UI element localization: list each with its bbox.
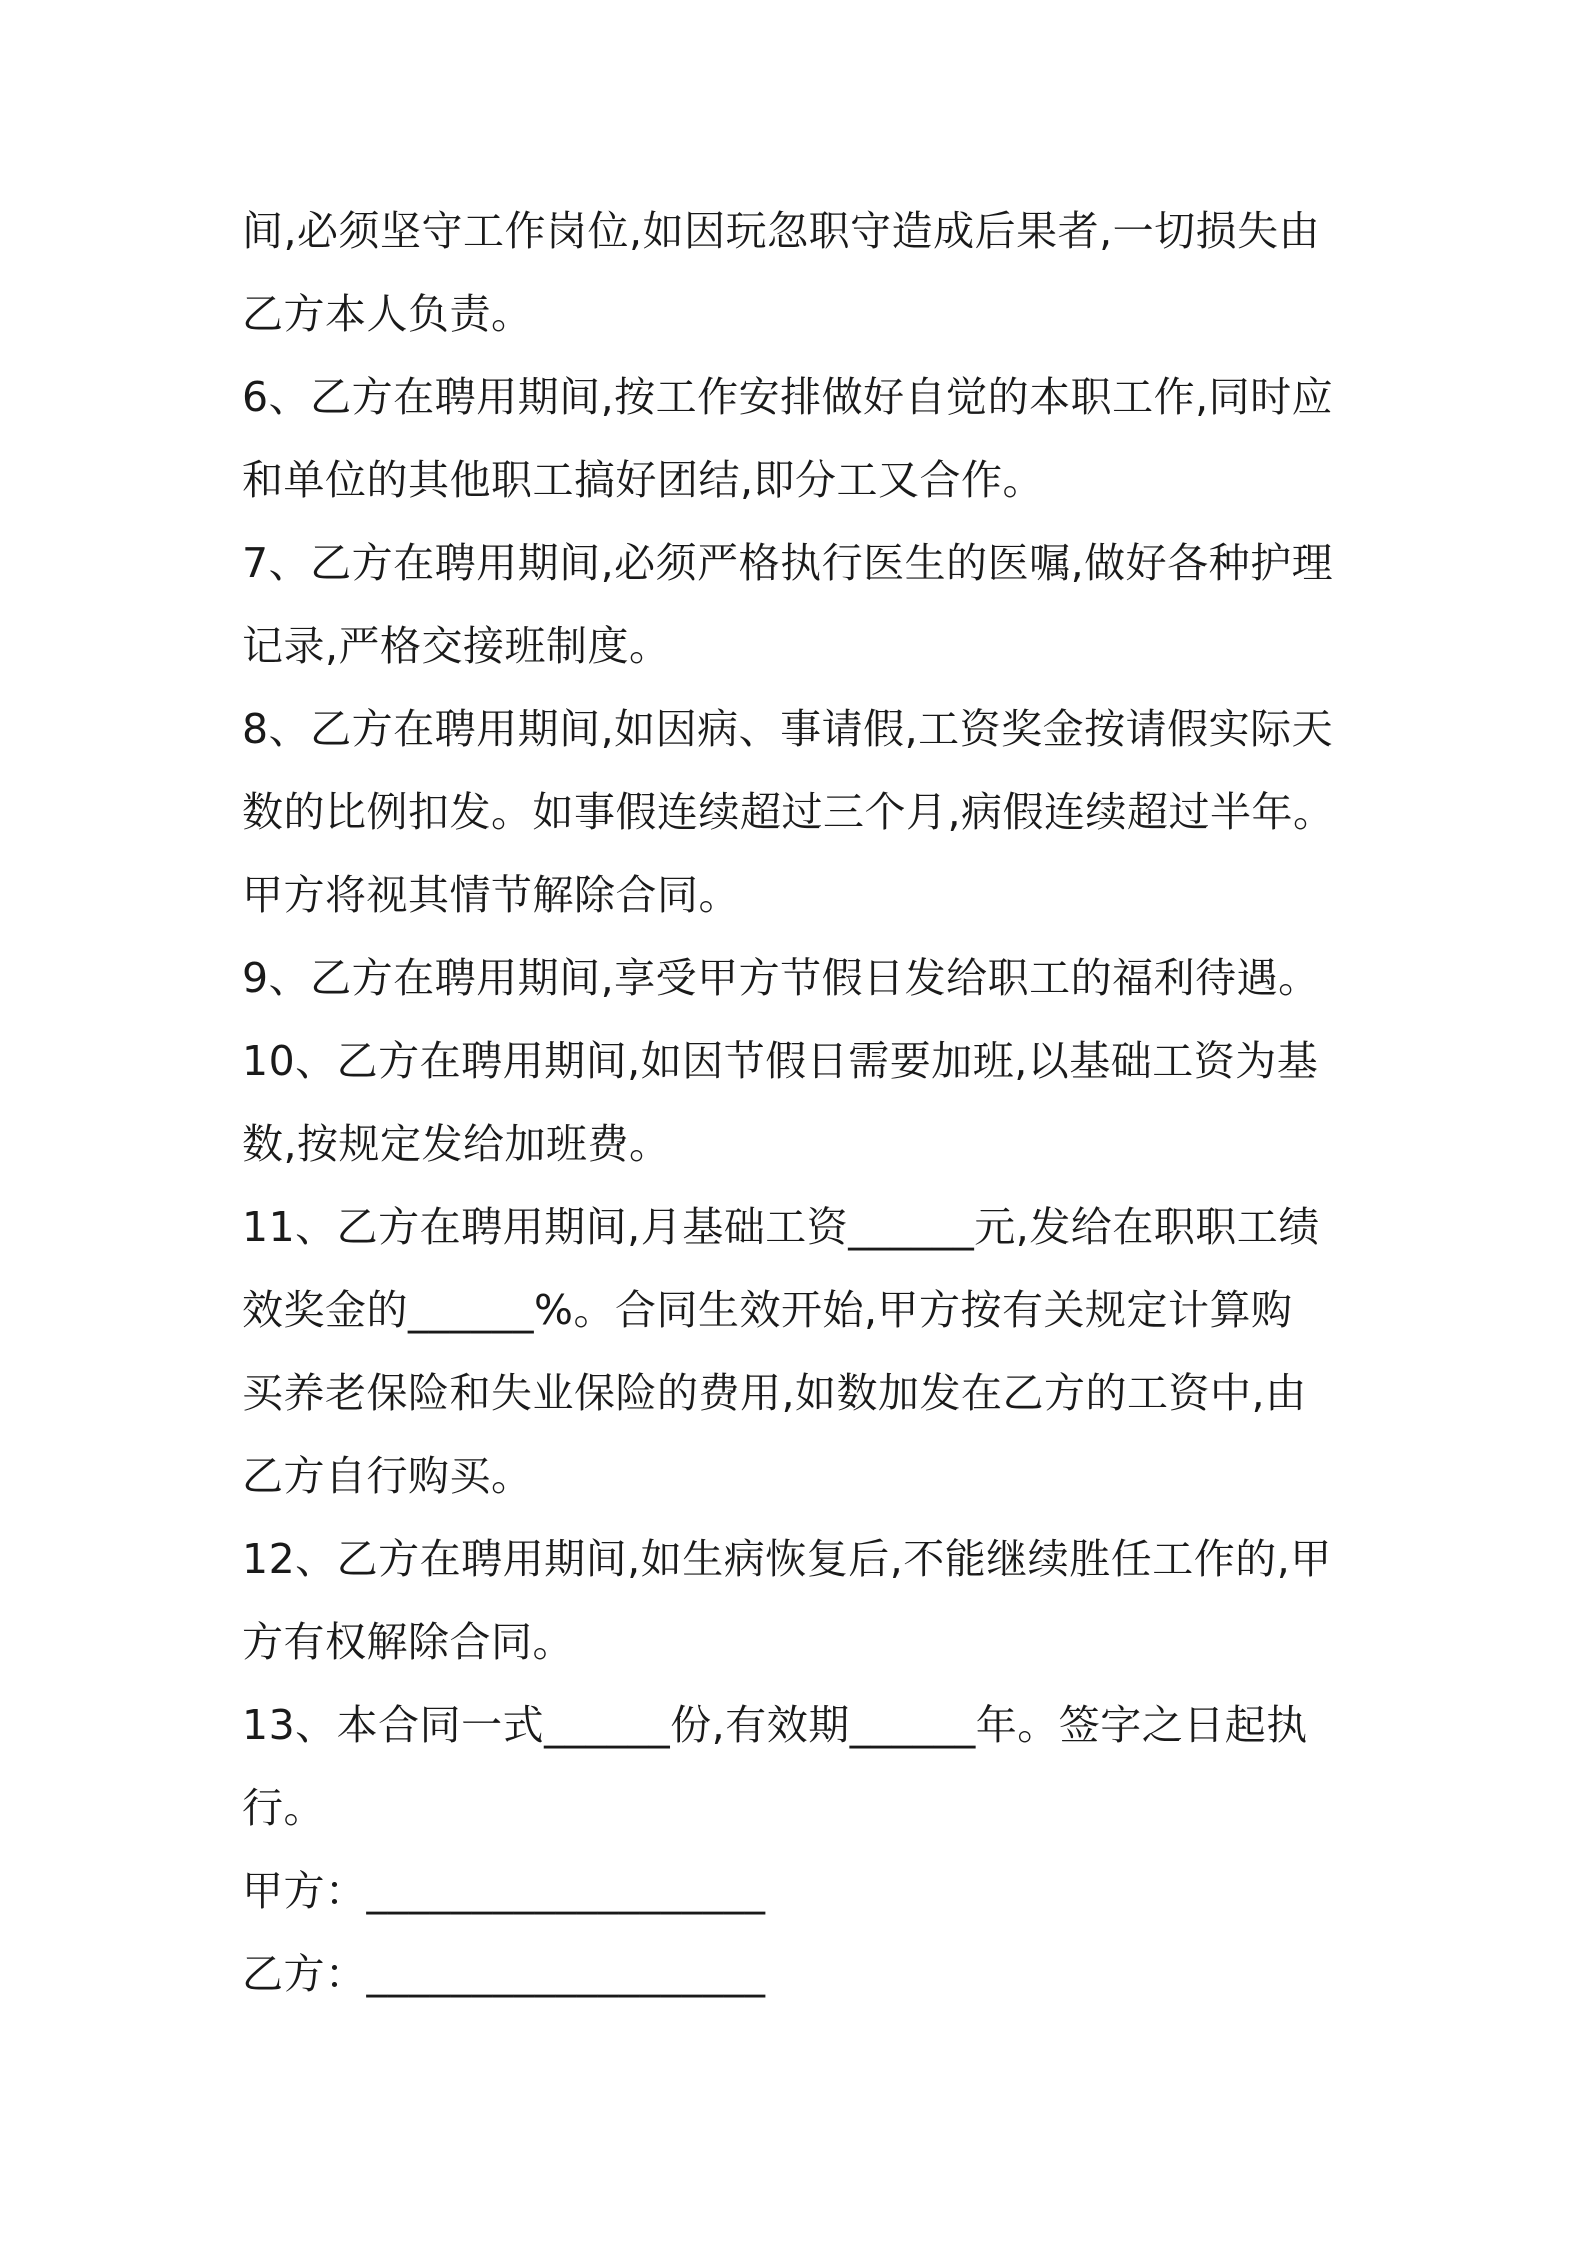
clause-11: 11、乙方在聘用期间,月基础工资______元,发给在职职工绩 [242, 1203, 1320, 1251]
text-line: 效奖金的______%。合同生效开始,甲方按有关规定计算购 [242, 1286, 1293, 1334]
clause-8: 8、乙方在聘用期间,如因病、事请假,工资奖金按请假实际天 [242, 705, 1334, 753]
clause-13: 13、本合同一式______份,有效期______年。签字之日起执 [242, 1701, 1308, 1749]
text-line: 乙方本人负责。 [242, 290, 533, 338]
text-line: 数,按规定发给加班费。 [242, 1120, 671, 1168]
document-body [242, 190, 1362, 2016]
text-line: 数的比例扣发。如事假连续超过三个月,病假连续超过半年。 [242, 788, 1335, 836]
clause-9: 9、乙方在聘用期间,享受甲方节假日发给职工的福利待遇。 [242, 954, 1320, 1002]
clause-12: 12、乙方在聘用期间,如生病恢复后,不能继续胜任工作的,甲 [242, 1535, 1332, 1583]
text-line: 间,必须坚守工作岗位,如因玩忽职守造成后果者,一切损失由 [242, 207, 1321, 255]
text-line: 买养老保险和失业保险的费用,如数加发在乙方的工资中,由 [242, 1369, 1307, 1417]
text-line: 和单位的其他职工搞好团结,即分工又合作。 [242, 456, 1045, 504]
clause-6: 6、乙方在聘用期间,按工作安排做好自觉的本职工作,同时应 [242, 373, 1334, 421]
text-line: 乙方自行购买。 [242, 1452, 533, 1500]
clause-7: 7、乙方在聘用期间,必须严格执行医生的医嘱,做好各种护理 [242, 539, 1334, 587]
text-line: 甲方将视其情节解除合同。 [242, 871, 740, 919]
text-line: 记录,严格交接班制度。 [242, 622, 671, 670]
party-a-signature-line: 甲方：___________________ [242, 1867, 766, 1915]
text-line: 方有权解除合同。 [242, 1618, 574, 1666]
text-line: 行。 [242, 1784, 325, 1832]
party-b-signature-line: 乙方：___________________ [242, 1950, 766, 1998]
clause-10: 10、乙方在聘用期间,如因节假日需要加班,以基础工资为基 [242, 1037, 1319, 1085]
